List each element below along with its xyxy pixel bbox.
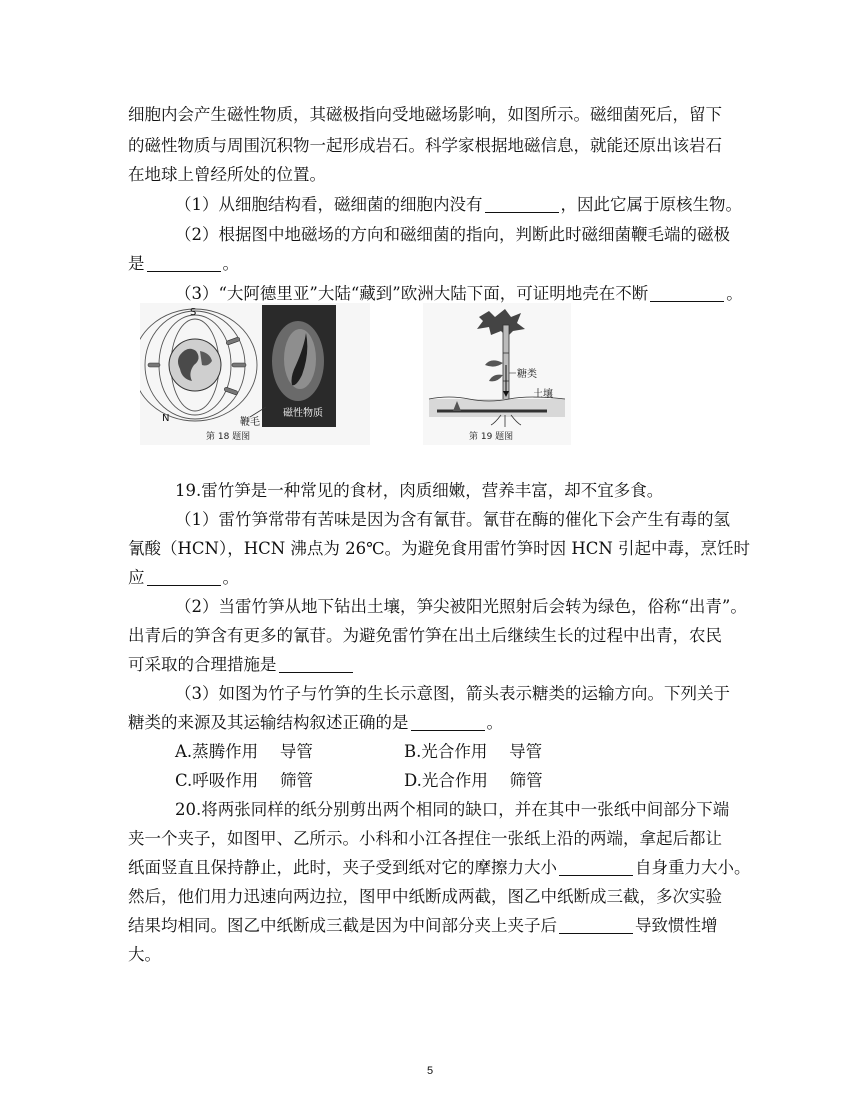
q19-part3-text: 糖类的来源及其运输结构叙述正确的是 [128,713,409,732]
q20-line-5-tail: 导致惯性增 [635,916,718,935]
answer-blank[interactable] [147,253,221,272]
q19-part2-text: 可采取的合理措施是 [128,655,277,674]
q20-line-2: 夹一个夹子，如图甲、乙所示。小科和小江各捏住一张纸上沿的两端，拿起后都让 [128,829,722,848]
q20-line-3-text: 纸面竖直且保持静止，此时，夹子受到纸对它的摩擦力大小 [128,858,557,877]
q18-intro-line-1: 细胞内会产生磁性物质，其磁极指向受地磁场影响，如图所示。磁细菌死后，留下 [128,105,722,124]
fig19-caption: 第 19 题图 [469,432,514,442]
q18-intro-line-3: 在地球上曾经所处的位置。 [128,165,326,184]
answer-blank[interactable] [559,857,633,876]
fig18-magnetic-label: 磁性物质 [283,408,323,419]
q19-part3-line-2 [128,710,503,736]
q19-part1-line-2: 氰酸（HCN），HCN 沸点为 26℃。为避免食用雷竹笋时因 HCN 引起中毒，烹饪时 [128,539,751,558]
q18-part2: （2）根据图中地磁场的方向和磁细菌的指向，判断此时磁细菌鞭毛端的磁极 [175,225,730,244]
q20-line-3-tail: 自身重力大小。 [635,858,751,877]
q19-part1-line-3 [128,565,239,591]
answer-blank[interactable] [279,654,353,673]
q20-line-4: 然后，他们用力迅速向两边拉，图甲中纸断成两截，图乙中纸断成三截，多次实验 [128,887,722,906]
q19-part3-line-1: （3）如图为竹子与竹笋的生长示意图，箭头表示糖类的运输方向。下列关于 [175,684,730,703]
q19-part1-text: 应 [128,568,145,587]
answer-blank[interactable] [650,283,724,302]
q19-part1-line-1: （1）雷竹笋常带有苦味是因为含有氰苷。氰苷在酶的催化下会产生有毒的氢 [175,510,730,529]
q18-part2-text: 是 [128,254,145,273]
q18-intro-line-2: 的磁性物质与周围沉积物一起形成岩石。科学家根据地磁信息，就能还原出该岩石 [128,136,722,155]
q19-part2-line-2: 出青后的笋含有更多的氰苷。为避免雷竹笋在出土后继续生长的过程中出青，农民 [128,626,722,645]
figure-19-bamboo-shoot [423,303,571,445]
q18-part1-text: （1）从细胞结构看，磁细菌的细胞内没有 [175,195,483,214]
q20-line-3 [128,855,751,881]
q18-part1-tail: ，因此它属于原核生物。 [560,195,742,214]
fig18-flagellum-label: 鞭毛 [240,417,260,428]
fig19-soil-label: 土壤 [533,389,553,400]
page-number: 5 [426,1065,434,1077]
q20-line-1: 20.将两张同样的纸分别剪出两个相同的缺口，并在其中一张纸中间部分下端 [175,800,730,819]
figure-18-earth-magnetic-bacteria [140,303,370,445]
fig18-south-label: S [190,307,197,318]
fig19-sugar-label: 糖类 [517,369,537,380]
fig18-north-label: N [162,413,170,424]
q20-line-6: 大。 [128,945,161,964]
q19-part2-line-3 [128,652,355,678]
q18-part2-cont [128,251,239,277]
fig18-caption: 第 18 题图 [206,432,251,442]
q18-part3-text: （3）“大阿德里亚”大陆“藏到”欧洲大陆下面，可证明地壳在不断 [175,284,649,303]
q19-option-d[interactable]: D.光合作用 筛管 [404,771,543,790]
q18-part2-tail: 。 [222,254,239,273]
q19-part2-line-1: （2）当雷竹笋从地下钻出土壤，笋尖被阳光照射后会转为绿色，俗称“出青”。 [175,597,747,616]
q19-option-b[interactable]: B.光合作用 导管 [404,742,543,761]
q19-part1-tail: 。 [222,568,239,587]
answer-blank[interactable] [485,194,559,213]
answer-blank[interactable] [411,712,485,731]
answer-blank[interactable] [559,915,633,934]
q19-title: 19.雷竹笋是一种常见的食材，肉质细嫩，营养丰富，却不宜多食。 [175,481,664,500]
q19-option-a[interactable]: A.蒸腾作用 导管 [175,742,313,761]
q20-line-5 [128,913,718,939]
q19-part3-tail: 。 [486,713,503,732]
q18-part3-tail: 。 [726,284,743,303]
q19-option-c[interactable]: C.呼吸作用 筛管 [175,771,314,790]
answer-blank[interactable] [147,567,221,586]
q18-part1 [175,192,742,218]
q20-line-5-text: 结果均相同。图乙中纸断成三截是因为中间部分夹上夹子后 [128,916,557,935]
